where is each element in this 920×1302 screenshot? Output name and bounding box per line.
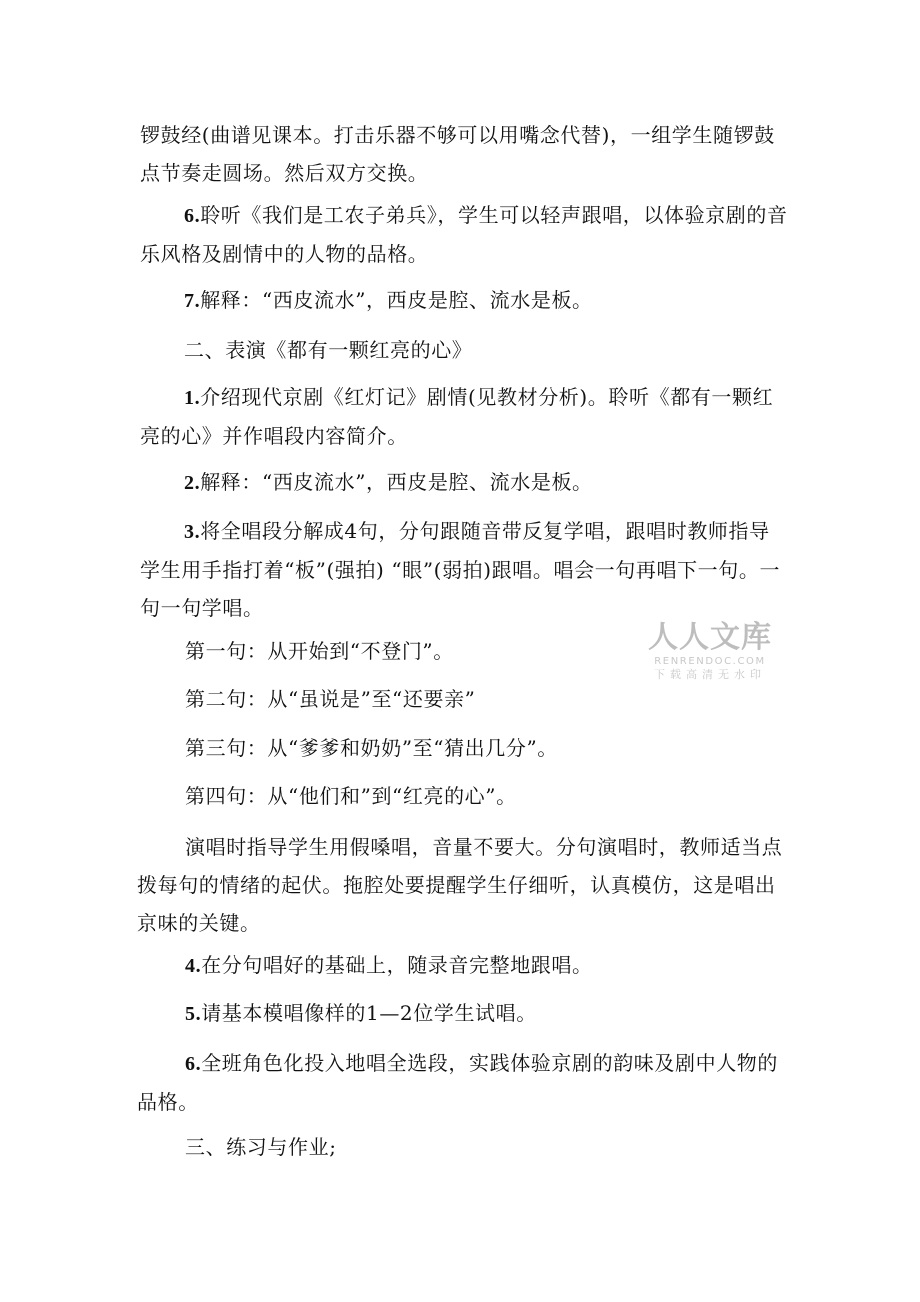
item-number: 3. [184,521,201,543]
section-heading-perform [140,331,790,369]
line-text: 第三句：从“爹爹和奶奶”至“猜出几分”。 [185,736,558,760]
paragraph-split-four-lines [140,512,790,627]
line-four [137,777,787,815]
watermark-logo [645,621,775,682]
paragraph-whole-class [137,1044,787,1121]
line-three [137,729,787,767]
watermark-subtitle: 下载高清无水印 [654,668,766,681]
line-text: 第二句：从“虽说是”至“还要亲” [185,687,476,711]
heading-text: 三、练习与作业; [185,1135,337,1159]
paragraph-text: 介绍现代京剧《红灯记》剧情(见教材分析)。聆听《都有一颗红亮的心》并作唱段内容简介。 [140,385,774,448]
watermark-title: 人人文库 [648,620,772,655]
paragraph-trial-singing [137,994,787,1033]
line-text: 第一句：从开始到“不登门”。 [185,639,454,663]
paragraph-text: 请基本模唱像样的1—2位学生试唱。 [201,1001,537,1025]
paragraph-text: 在分句唱好的基础上，随录音完整地跟唱。 [201,953,593,977]
section-heading-homework [137,1128,787,1166]
item-number: 7. [184,290,201,312]
item-number: 5. [185,1003,202,1025]
watermark-url: RENRENDOC.COM [654,656,766,667]
item-number: 1. [184,387,201,409]
paragraph-text: 将全唱段分解成4句，分句跟随音带反复学唱，跟唱时教师指导学生用手指打着“板”(强拍) “眼”(弱拍)跟唱。唱会一句再唱下一句。一句一句学唱。 [140,519,781,620]
heading-text: 二、表演《都有一颗红亮的心》 [184,338,473,362]
paragraph-gong-drum [140,116,790,192]
item-number: 6. [184,205,201,227]
paragraph-text: 聆听《我们是工农子弟兵》，学生可以轻声跟唱，以体验京剧的音乐风格及剧情中的人物的品格。 [140,203,788,266]
paragraph-text: 解释：“西皮流水”，西皮是腔、流水是板。 [200,288,593,312]
paragraph-listen-workers-soldiers [140,196,790,273]
paragraph-text: 解释：“西皮流水”，西皮是腔、流水是板。 [200,470,593,494]
paragraph-introduce-red-lantern [140,378,790,455]
paragraph-explain-xipi-2 [140,463,790,502]
paragraph-falsetto-guidance [137,828,787,942]
item-number: 2. [184,472,201,494]
paragraph-text: 锣鼓经(曲谱见课本。打击乐器不够可以用嘴念代替)，一组学生随锣鼓点节奏走圆场。然后双方交换。 [140,123,775,185]
item-number: 4. [185,955,202,977]
paragraph-text: 演唱时指导学生用假嗓唱，音量不要大。分句演唱时，教师适当点拨每句的情绪的起伏。拖腔处要提醒学生仔细听，认真模仿，这是唱出京味的关键。 [137,835,783,935]
line-two [137,680,787,718]
line-text: 第四句：从“他们和”到“红亮的心”。 [185,784,517,808]
paragraph-sing-along [137,946,787,985]
item-number: 6. [185,1053,202,1075]
paragraph-explain-xipi-1 [140,281,790,320]
paragraph-text: 全班角色化投入地唱全选段，实践体验京剧的韵味及剧中人物的品格。 [137,1051,779,1114]
